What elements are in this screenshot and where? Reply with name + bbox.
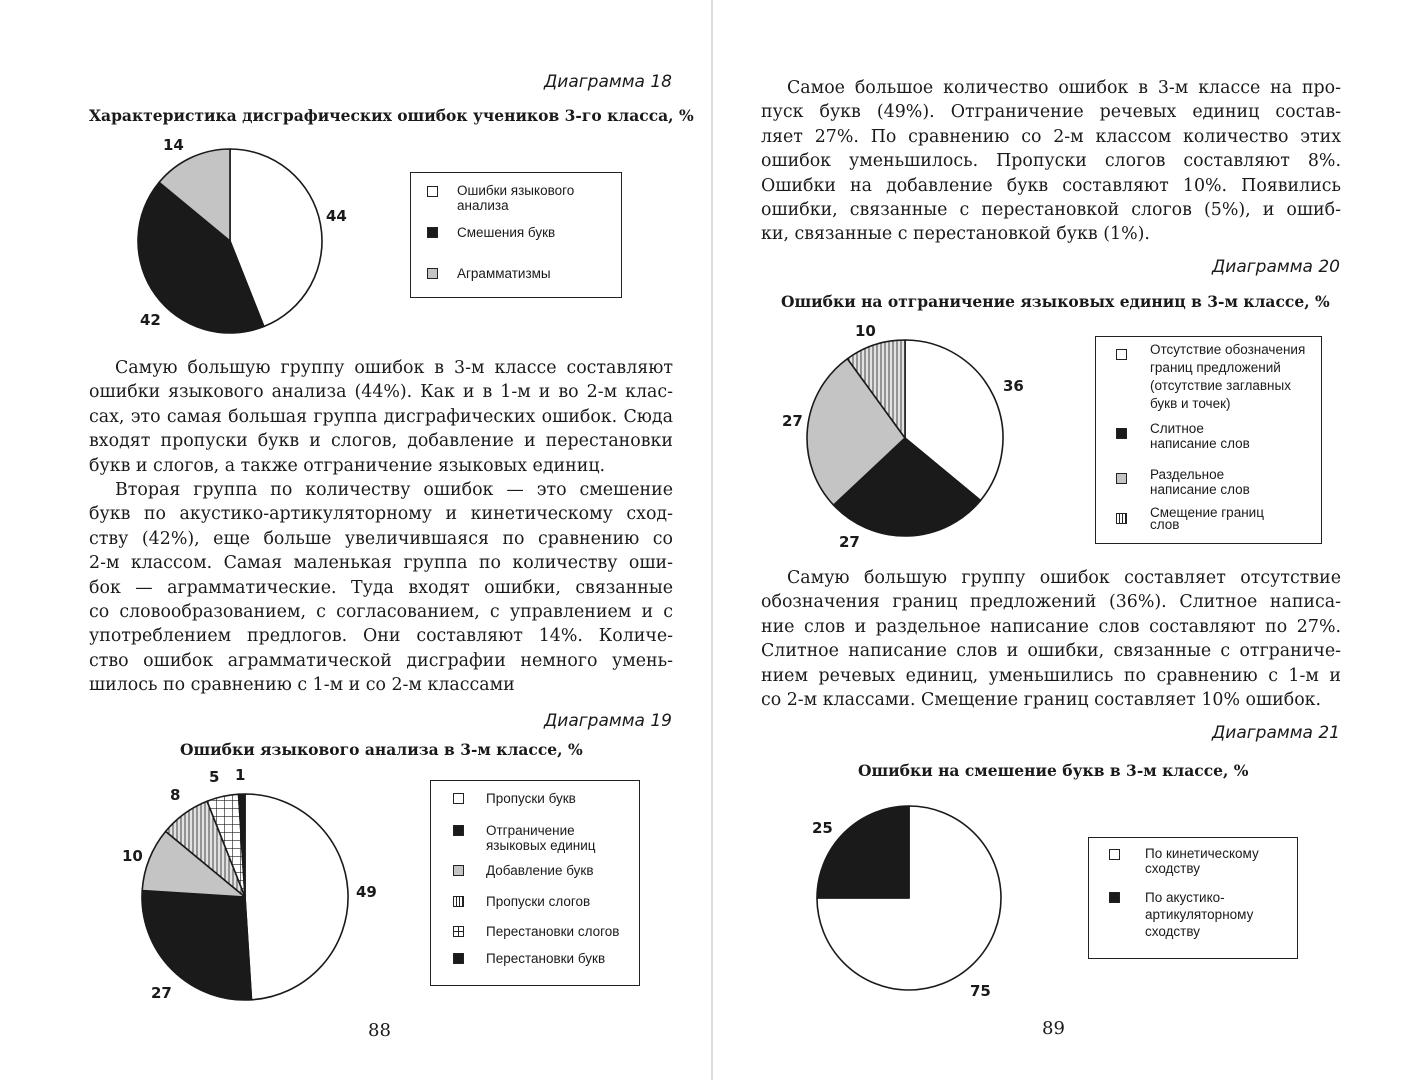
diagram-19-title: Ошибки языкового анализа в 3-м классе, %: [180, 740, 583, 759]
pie20-label-absence: 36: [1003, 377, 1024, 395]
legend-21: По кинетическому сходству По акустико- артикуляторному сходству: [1088, 837, 1298, 959]
page-right: [712, 0, 1424, 1080]
page-number-right: 89: [1042, 1018, 1065, 1039]
striped-swatch-icon: [453, 896, 464, 907]
text-line: Самое большое количество ошибок в 3-м классе на про-: [787, 78, 1341, 98]
pie21-label-acoustic: 25: [812, 819, 833, 837]
pie19-label-add: 10: [122, 847, 143, 865]
text-line: Самую большую группу ошибок в 3-м классе составляют: [115, 358, 673, 378]
text-line: нием речевых единиц, уменьшились по сравнению с 1-м и: [761, 665, 1341, 686]
pie-chart-21: [712, 0, 1424, 1080]
text-line: Вторая группа по количеству ошибок — это смешение: [115, 480, 673, 501]
text-line: ки, связанные с перестановкой букв (1%).: [761, 224, 1150, 245]
text-line: бок — аграмматические. Туда входят ошибки, связанные: [89, 577, 673, 598]
black-swatch-icon: [1109, 892, 1120, 903]
text-line: употреблением предлогов. Они составляют 14%. Количе-: [89, 626, 673, 647]
black-swatch-icon: [453, 825, 464, 836]
diagram-20-title: Ошибки на отграничение языковых единиц в 3-м классе, %: [781, 292, 1330, 311]
diagram-19-caption: Диаграмма 19: [544, 711, 672, 731]
text-line: обозначения границ предложений (36%). Слитное написа-: [761, 592, 1341, 613]
black-swatch-icon: [453, 953, 464, 964]
text-line: входят пропуски букв и слогов, добавление и перестановки: [89, 431, 673, 452]
pie21-label-kinetic: 75: [970, 982, 991, 1000]
pie18-label-mix: 42: [140, 311, 161, 329]
diagram-21-title: Ошибки на смешение букв в 3-м классе, %: [858, 761, 1249, 780]
pie19-label-bound: 27: [151, 984, 172, 1002]
text-line: Самую большую группу ошибок составляет отсутствие: [787, 568, 1341, 588]
pie18-label-lang: 44: [326, 207, 347, 225]
diagram-18-title: Характеристика дисграфических ошибок учеников 3-го класса, %: [89, 106, 694, 125]
gray-swatch-icon: [453, 865, 464, 876]
text-line: сах, это самая большая группа дисграфических ошибок. Сюда: [89, 406, 673, 427]
d19-slice-0: [245, 794, 348, 1000]
text-line: пуск букв (49%). Отграничение речевых единиц состав-: [761, 102, 1341, 123]
text-line: Ошибки на добавление букв составляют 10%. Появились: [761, 175, 1341, 196]
diagram-21-caption: Диаграмма 21: [1212, 723, 1340, 743]
legend-19: Пропуски букв Отграничение языковых единиц Добавление букв Пропуски слогов Перестановки слогов Перестановки букв: [430, 780, 640, 986]
text-line: 2-м классом. Самая маленькая группа по количеству оши-: [89, 553, 673, 574]
text-line: ству (42%), еще больше увеличившаяся по сравнению со: [89, 528, 673, 549]
text-line: ошибки языкового анализа (44%). Как и в 1-м и во 2-м клас-: [89, 382, 673, 403]
grid-swatch-icon: [453, 926, 464, 937]
pie20-label-separate: 27: [782, 412, 803, 430]
text-line: со 2-м классами. Смещение границ составляет 10% ошибок.: [761, 690, 1322, 711]
pie19-label-swap-letters: 1: [235, 766, 246, 784]
pie20-label-shift: 10: [855, 322, 876, 340]
text-line: букв и слогов, а также отграничение языковых единиц.: [89, 455, 606, 476]
legend-18: Ошибки языкового анализа Смешения букв Аграмматизмы: [410, 172, 622, 298]
pie19-label-syll: 8: [170, 786, 181, 804]
pie19-label-omit: 49: [356, 883, 377, 901]
text-line: Слитное написание слов и ошибки, связанные с отграниче-: [761, 641, 1341, 662]
text-line: ляет 27%. По сравнению со 2-м классом количество этих: [761, 126, 1341, 147]
pie20-label-merged: 27: [839, 533, 860, 551]
pie18-label-aggr: 14: [163, 136, 184, 154]
diagram-18-caption: Диаграмма 18: [544, 72, 672, 92]
white-swatch-icon: [1109, 849, 1120, 860]
text-line: ние слов и раздельное написание слов составляют по 27%.: [761, 616, 1341, 637]
text-line: букв по акустико-артикуляторному и кинетическому сход-: [89, 504, 673, 525]
text-line: ошибок уменьшилось. Пропуски слогов составляют 8%.: [761, 151, 1341, 172]
text-line: ство ошибок аграмматической дисграфии немного умень-: [89, 650, 673, 671]
white-swatch-icon: [453, 793, 464, 804]
legend-20: Отсутствие обозначения границ предложений (отсутствие заглавных букв и точек) Слитное написание слов Раздельное написание слов Смещение границ слов: [1095, 336, 1322, 544]
text-line: со словообразованием, с согласованием, с управлением и с: [89, 602, 673, 623]
text-line: ошибки, связанные с перестановкой слогов (5%), и ошиб-: [761, 200, 1341, 221]
pie19-label-swap-syll: 5: [209, 768, 220, 786]
page-number-left: 88: [368, 1020, 391, 1041]
text-line: шилось по сравнению с 1-м и со 2-м классами: [89, 675, 515, 696]
diagram-20-caption: Диаграмма 20: [1212, 257, 1340, 277]
